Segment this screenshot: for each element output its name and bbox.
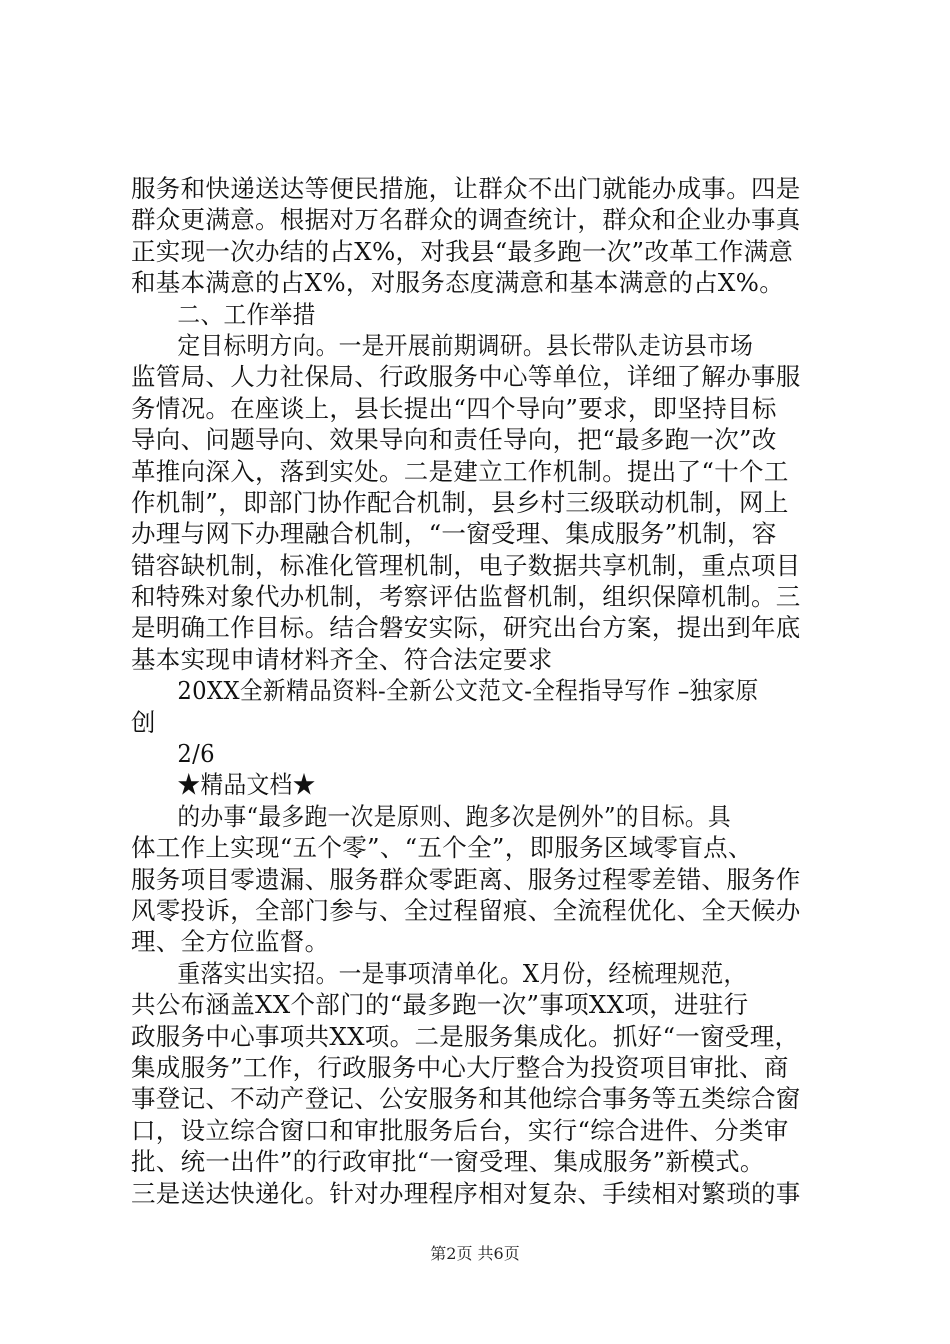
promo-line: 创 bbox=[131, 707, 156, 737]
document-body bbox=[131, 173, 831, 1209]
text-line: 基本实现申请材料齐全、符合法定要求 bbox=[131, 644, 553, 674]
page-marker: 2/6 bbox=[177, 739, 215, 769]
text-line: 批、统一出件”的行政审批“一窗受理、集成服务”新模式。 bbox=[131, 1147, 765, 1177]
text-line: 体工作上实现“五个零”、“五个全”，即服务区域零盲点、 bbox=[131, 833, 753, 863]
text-line: 错容缺机制，标准化管理机制，电子数据共享机制，重点项目 bbox=[131, 550, 801, 580]
text-line: 重落实出实招。一是事项清单化。X月份，经梳理规范， bbox=[177, 958, 747, 988]
text-line: 监管局、人力社保局、行政服务中心等单位，详细了解办事服 bbox=[131, 362, 801, 392]
text-line: 政服务中心事项共XX项。二是服务集成化。抓好“一窗受理， bbox=[131, 1021, 800, 1051]
text-line: 导向、问题导向、效果导向和责任导向，把“最多跑一次”改 bbox=[131, 425, 777, 455]
text-line: 风零投诉，全部门参与、全过程留痕、全流程优化、全天候办 bbox=[131, 895, 801, 925]
text-line: 事登记、不动产登记、公安服务和其他综合事务等五类综合窗 bbox=[131, 1084, 801, 1114]
text-line: 共公布涵盖XX个部门的“最多跑一次”事项XX项，进驻行 bbox=[131, 990, 749, 1020]
text-line: 群众更满意。根据对万名群众的调查统计，群众和企业办事真 bbox=[131, 205, 801, 235]
text-line: 和特殊对象代办机制，考察评估监督机制，组织保障机制。三 bbox=[131, 582, 801, 612]
text-line: 口，设立综合窗口和审批服务后台，实行“综合进件、分类审 bbox=[131, 1115, 789, 1145]
text-line: 是明确工作目标。结合磐安实际，研究出台方案，提出到年底 bbox=[131, 613, 801, 643]
text-line: 定目标明方向。一是开展前期调研。县长带队走访县市场 bbox=[177, 330, 754, 360]
page-footer bbox=[0, 1244, 950, 1264]
text-line: 理、全方位监督。 bbox=[131, 927, 330, 957]
section-heading: 二、工作举措 bbox=[177, 299, 316, 329]
page-number-label: 第2页 共6页 bbox=[430, 1244, 520, 1263]
text-line: 和基本满意的占X%，对服务态度满意和基本满意的占X%。 bbox=[131, 268, 785, 298]
text-line: 办理与网下办理融合机制，“一窗受理、集成服务”机制，容 bbox=[131, 519, 777, 549]
text-line: 务情况。在座谈上，县长提出“四个导向”要求，即坚持目标 bbox=[131, 393, 777, 423]
text-line: 三是送达快递化。针对办理程序相对复杂、手续相对繁琐的事 bbox=[131, 1178, 801, 1208]
promo-line: 20XX全新精品资料-全新公文范文-全程指导写作 –独家原 bbox=[177, 676, 759, 706]
text-line: 服务和快递送达等便民措施，让群众不出门就能办成事。四是 bbox=[131, 174, 801, 203]
text-line: 作机制”，即部门协作配合机制，县乡村三级联动机制，网上 bbox=[131, 487, 789, 517]
text-line: 正实现一次办结的占X%，对我县“最多跑一次”改革工作满意 bbox=[131, 236, 794, 266]
text-line: 集成服务”工作，行政服务中心大厅整合为投资项目审批、商 bbox=[131, 1052, 789, 1082]
text-line: 革推向深入，落到实处。二是建立工作机制。提出了“十个工 bbox=[131, 456, 789, 486]
promo-badge: ★精品文档★ bbox=[177, 770, 316, 800]
text-line: 的办事“最多跑一次是原则、跑多次是例外”的目标。具 bbox=[177, 801, 731, 831]
text-line: 服务项目零遗漏、服务群众零距离、服务过程零差错、服务作 bbox=[131, 864, 801, 894]
